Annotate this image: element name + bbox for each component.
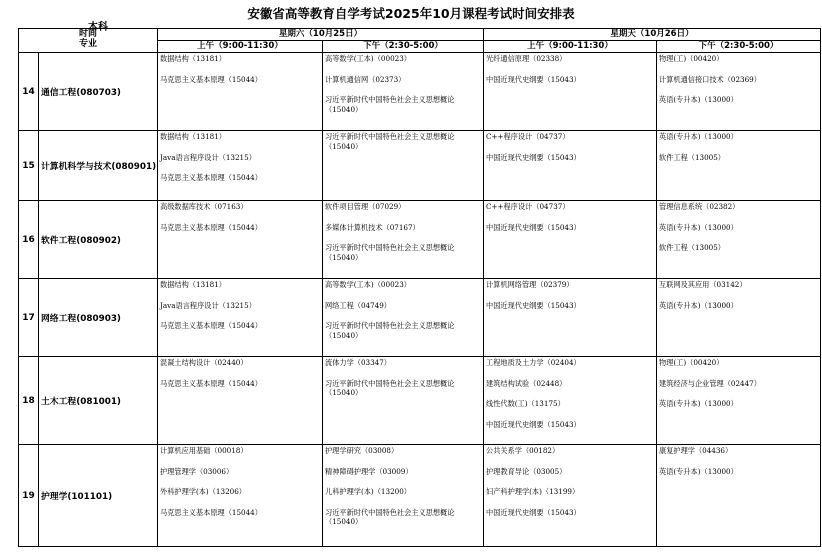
course-entry: 马克思主义基本原理（15044） xyxy=(160,222,262,232)
major-number: 16 xyxy=(19,201,39,279)
exam-cell-sat-am xyxy=(158,445,323,547)
course-entry: C++程序设计（04737） xyxy=(486,202,570,211)
exam-cell-sat-am xyxy=(158,201,323,279)
course-entry: 英语(专升本)（13000） xyxy=(659,466,738,476)
exam-cell-sat-am xyxy=(158,53,323,131)
course-entry: 软件工程（13005） xyxy=(659,243,725,252)
exam-cell-sun-pm xyxy=(657,445,821,547)
course-entry: 数据结构（13181） xyxy=(160,132,226,141)
course-entry: 数据结构（13181） xyxy=(160,280,226,289)
course-entry: 习近平新时代中国特色社会主义思想概论（15040） xyxy=(325,321,455,340)
major-number: 15 xyxy=(19,131,39,201)
major-name: 通信工程(080703) xyxy=(39,53,158,131)
course-entry: 工程地质及土力学（02404） xyxy=(486,358,581,367)
course-entry: 精神障碍护理学（03009） xyxy=(325,466,413,476)
course-entry: 流体力学（03347） xyxy=(325,358,391,367)
exam-cell-sun-am xyxy=(484,357,657,445)
benke-label: 本科 xyxy=(88,22,108,33)
major-row xyxy=(19,53,821,131)
course-entry: 妇产科护理学(本)（13199） xyxy=(486,487,580,496)
course-entry: 外科护理学(本)（13206） xyxy=(160,487,246,496)
course-entry: 中国近现代史纲要（15043） xyxy=(486,152,581,162)
major-name: 软件工程(080902) xyxy=(39,201,158,279)
exam-cell-sat-am xyxy=(158,357,323,445)
major-number: 17 xyxy=(19,279,39,357)
course-entry: 英语(专升本)（13000） xyxy=(659,95,738,104)
course-entry: 护理管理学（03006） xyxy=(160,466,234,476)
course-entry: 网络工程（04749） xyxy=(325,300,391,310)
course-entry: 计算机网络管理（02379） xyxy=(486,280,574,289)
major-name: 计算机科学与技术(080901) xyxy=(39,131,158,201)
course-entry: 马克思主义基本原理（15044） xyxy=(160,378,262,388)
major-name: 土木工程(081001) xyxy=(39,357,158,445)
course-entry: 公共关系学（00182） xyxy=(486,446,560,455)
course-entry: 建筑经济与企业管理（02447） xyxy=(659,378,761,388)
course-entry: 软件项目管理（07029） xyxy=(325,202,406,211)
exam-cell-sun-pm xyxy=(657,201,821,279)
major-name: 网络工程(080903) xyxy=(39,279,158,357)
course-entry: 护理教育导论（03005） xyxy=(486,466,567,476)
session-header-sun-pm: 下午（2:30-5:00） xyxy=(657,41,821,53)
course-entry: 中国近现代史纲要（15043） xyxy=(486,300,581,310)
exam-cell-sat-pm xyxy=(323,131,484,201)
exam-cell-sat-am xyxy=(158,279,323,357)
course-entry: 马克思主义基本原理（15044） xyxy=(160,173,262,182)
major-name: 护理学(101101) xyxy=(39,445,158,547)
exam-cell-sat-pm xyxy=(323,201,484,279)
course-entry: 英语(专升本)（13000） xyxy=(659,132,738,141)
course-entry: 管理信息系统（02382） xyxy=(659,202,740,211)
course-entry: 马克思主义基本原理（15044） xyxy=(160,507,262,517)
major-label: 专业 xyxy=(78,39,97,49)
course-entry: 高等数学(工本)（00023） xyxy=(325,280,411,289)
session-header-sat-am: 上午（9:00-11:30） xyxy=(158,41,323,53)
exam-cell-sat-pm xyxy=(323,445,484,547)
course-entry: 线性代数(工)（13175） xyxy=(486,399,565,408)
course-entry: 物理(工)（00420） xyxy=(659,54,724,63)
session-header-sat-pm: 下午（2:30-5:00） xyxy=(323,41,484,53)
exam-cell-sat-pm xyxy=(323,279,484,357)
course-entry: 计算机通信接口技术（02369） xyxy=(659,74,761,84)
course-entry: 英语(专升本)（13000） xyxy=(659,300,738,310)
header-row-days xyxy=(19,29,821,41)
course-entry: 建筑结构试验（02448） xyxy=(486,378,567,388)
schedule-table xyxy=(18,28,821,547)
course-entry: Java语言程序设计（13215） xyxy=(160,300,256,310)
course-entry: 中国近现代史纲要（15043） xyxy=(486,419,581,429)
session-header-sun-am: 上午（9:00-11:30） xyxy=(484,41,657,53)
major-number: 19 xyxy=(19,445,39,547)
course-entry: 计算机应用基础（00018） xyxy=(160,446,248,455)
course-entry: 习近平新时代中国特色社会主义思想概论（15040） xyxy=(325,243,455,262)
time-label: 时间 xyxy=(78,29,97,39)
course-entry: 儿科护理学(本)（13200） xyxy=(325,487,411,496)
day-header-sunday: 星期天（10月26日） xyxy=(484,29,821,41)
course-entry: 习近平新时代中国特色社会主义思想概论（15040） xyxy=(325,132,455,151)
exam-cell-sat-am xyxy=(158,131,323,201)
exam-cell-sun-pm xyxy=(657,279,821,357)
course-entry: 中国近现代史纲要（15043） xyxy=(486,222,581,232)
course-entry: 护理学研究（03008） xyxy=(325,446,399,455)
course-entry: 中国近现代史纲要（15043） xyxy=(486,507,581,517)
course-entry: 光纤通信原理（02338） xyxy=(486,54,567,63)
exam-cell-sun-pm xyxy=(657,357,821,445)
corner-header xyxy=(19,29,158,53)
exam-cell-sun-pm xyxy=(657,53,821,131)
course-entry: Java语言程序设计（13215） xyxy=(160,152,256,162)
major-row xyxy=(19,445,821,547)
course-entry: 软件工程（13005） xyxy=(659,152,725,162)
exam-cell-sun-am xyxy=(484,131,657,201)
major-row xyxy=(19,279,821,357)
exam-cell-sun-am xyxy=(484,445,657,547)
course-entry: 马克思主义基本原理（15044） xyxy=(160,74,262,84)
day-header-saturday: 星期六（10月25日） xyxy=(158,29,484,41)
exam-cell-sun-am xyxy=(484,53,657,131)
course-entry: 英语(专升本)（13000） xyxy=(659,222,738,232)
major-row xyxy=(19,131,821,201)
exam-cell-sun-am xyxy=(484,201,657,279)
course-entry: 康复护理学（04436） xyxy=(659,446,733,455)
course-entry: 互联网及其应用（03142） xyxy=(659,280,747,289)
exam-cell-sun-pm xyxy=(657,131,821,201)
major-number: 14 xyxy=(19,53,39,131)
major-row xyxy=(19,357,821,445)
course-entry: 数据结构（13181） xyxy=(160,54,226,63)
course-entry: 高等数学(工本)（00023） xyxy=(325,54,411,63)
exam-cell-sat-pm xyxy=(323,357,484,445)
course-entry: 高级数据库技术（07163） xyxy=(160,202,248,211)
course-entry: 习近平新时代中国特色社会主义思想概论（15040） xyxy=(325,378,455,397)
course-entry: 多媒体计算机技术（07167） xyxy=(325,222,420,232)
course-entry: 中国近现代史纲要（15043） xyxy=(486,74,581,84)
course-entry: 英语(专升本)（13000） xyxy=(659,399,738,408)
course-entry: C++程序设计（04737） xyxy=(486,132,570,141)
course-entry: 习近平新时代中国特色社会主义思想概论（15040） xyxy=(325,95,455,114)
course-entry: 混凝土结构设计（02440） xyxy=(160,358,248,367)
exam-cell-sun-am xyxy=(484,279,657,357)
course-entry: 物理(工)（00420） xyxy=(659,358,724,367)
course-entry: 计算机通信网（02373） xyxy=(325,74,406,84)
course-entry: 马克思主义基本原理（15044） xyxy=(160,321,262,330)
course-entry: 习近平新时代中国特色社会主义思想概论（15040） xyxy=(325,507,455,526)
page-title: 安徽省高等教育自学考试2025年10月课程考试时间安排表 xyxy=(247,6,575,21)
exam-cell-sat-pm xyxy=(323,53,484,131)
major-number: 18 xyxy=(19,357,39,445)
schedule-body xyxy=(19,29,821,547)
major-row xyxy=(19,201,821,279)
